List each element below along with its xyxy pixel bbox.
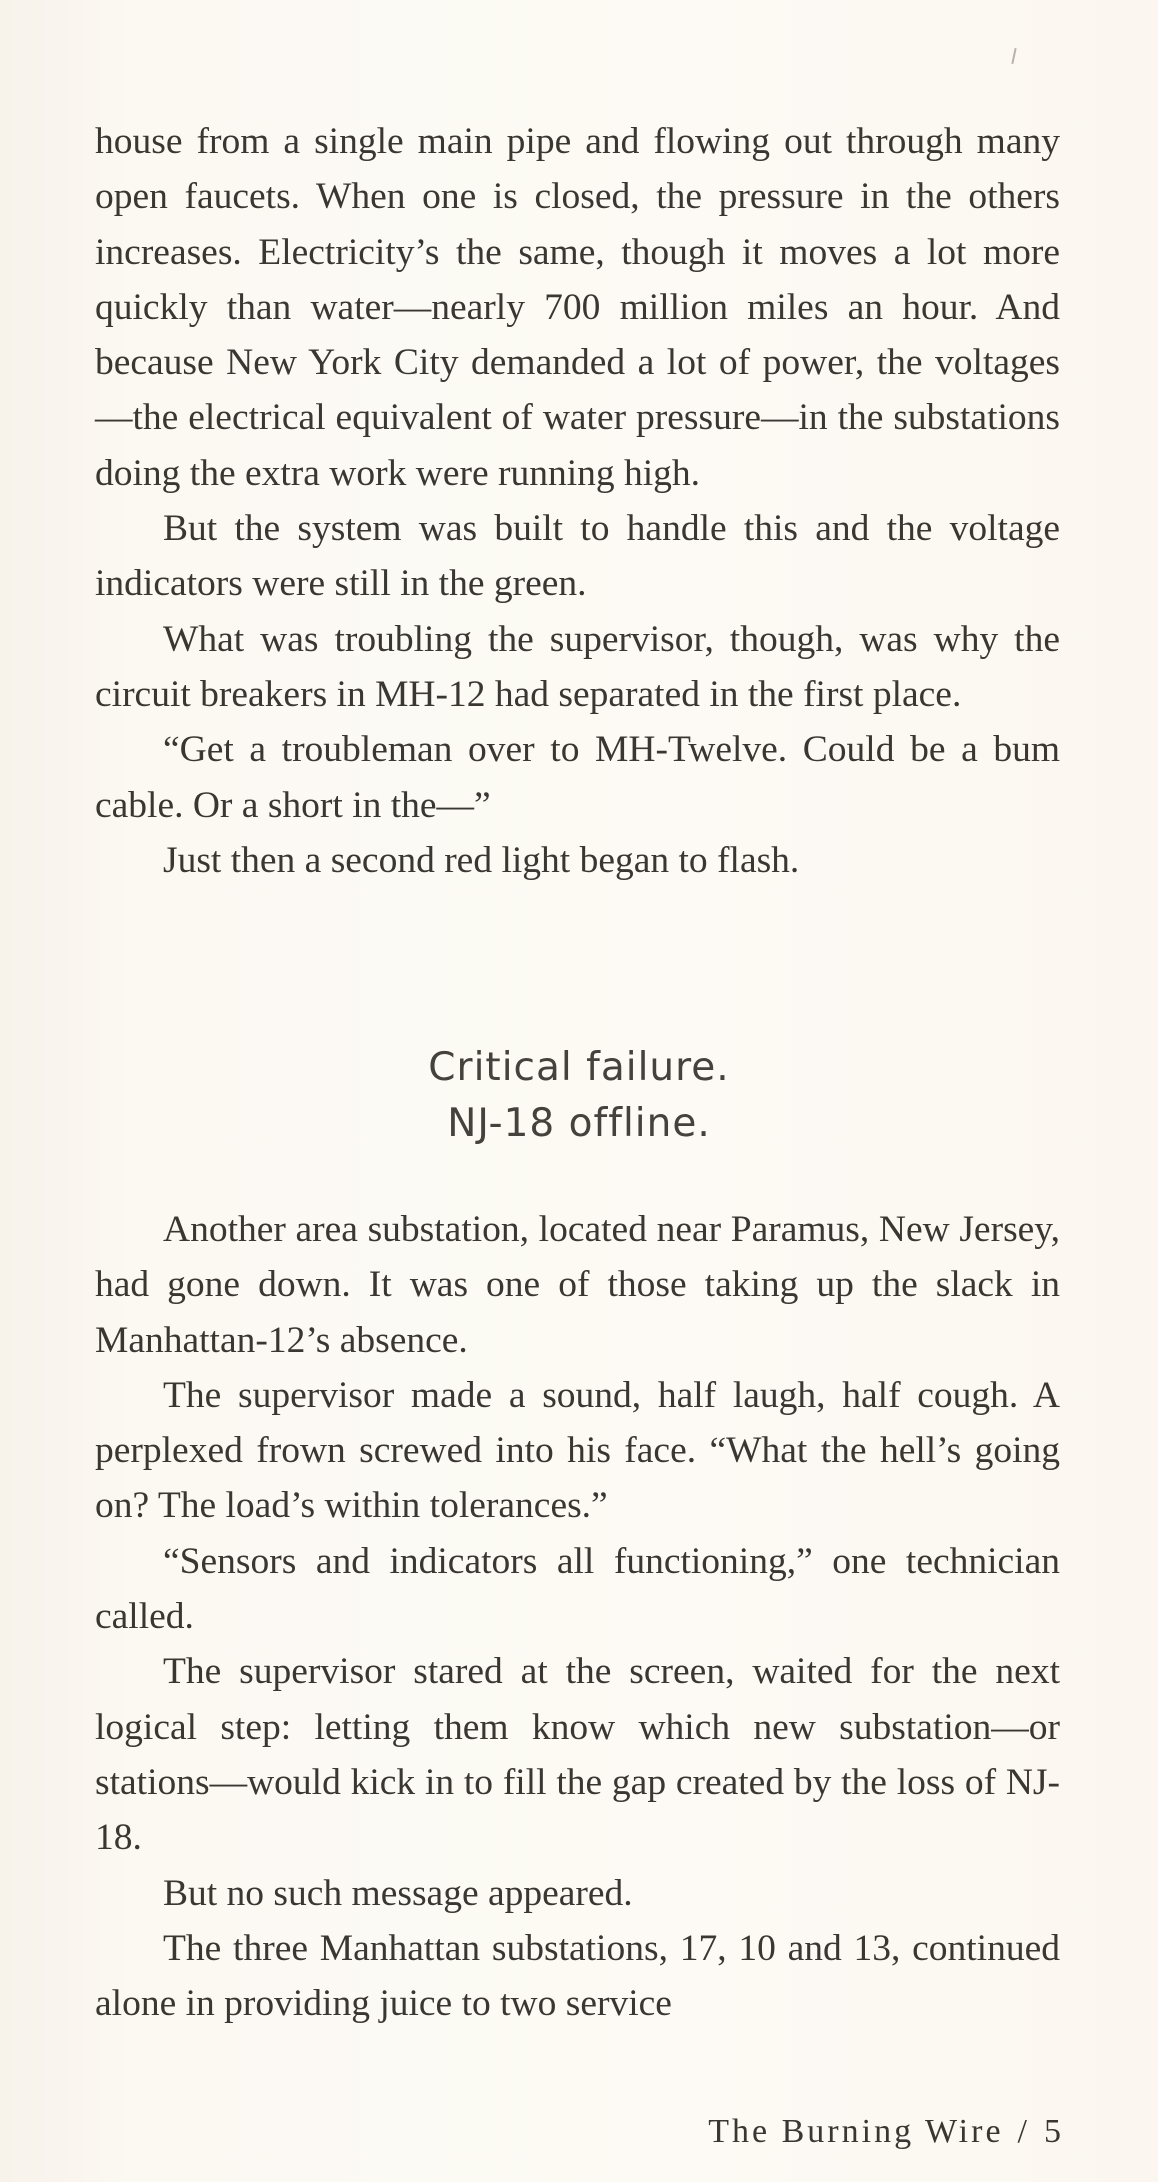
- paragraph: But no such message appeared.: [163, 1872, 633, 1914]
- page-corner-mark: [1011, 48, 1016, 64]
- paragraph: “Sensors and indicators all functioning,” one technician called.: [95, 1540, 1060, 1638]
- paragraph: The supervisor stared at the screen, waited for the next logical step: letting them know which new substation—or stations—would kick in to fill the gap created by the loss of NJ-18.: [95, 1651, 1060, 1859]
- book-title: The Burning Wire: [708, 2113, 1004, 2150]
- body-text-bottom: [95, 1202, 1060, 2031]
- paragraph: What was troubling the supervisor, though, was why the circuit breakers in MH-12 had separated in the first place.: [95, 618, 1060, 715]
- footer-separator: /: [1017, 2113, 1030, 2150]
- paragraph: The three Manhattan substations, 17, 10 and 13, continued alone in providing juice to two service: [95, 1927, 1060, 2025]
- alert-line-2: NJ-18 offline.: [447, 1101, 711, 1146]
- paragraph: Just then a second red light began to flash.: [163, 839, 800, 881]
- paragraph: Another area substation, located near Paramus, New Jersey, had gone down. It was one of those taking up the slack in Manhattan-12’s absence.: [95, 1209, 1060, 1361]
- paragraph: But the system was built to handle this and the voltage indicators were still in the green.: [95, 508, 1060, 605]
- paragraph-continuation: house from a single main pipe and flowing out through many open faucets. When one is closed, the pressure in the others increases. Electricity’s the same, though it moves a lot more quickly than water—nearly 700 million miles an hour. And because New York City demanded a lot of power, the voltages—the electrical equivalent of water pressure—in the substations doing the extra work were running high.: [95, 121, 1060, 494]
- paragraph: The supervisor made a sound, half laugh, half cough. A perplexed frown screwed into his face. “What the hell’s going on? The load’s within tolerances.”: [95, 1374, 1060, 1527]
- body-text-top: [95, 114, 1060, 888]
- running-footer: [708, 2110, 1064, 2154]
- paragraph: “Get a troubleman over to MH-Twelve. Could be a bum cable. Or a short in the—”: [95, 729, 1060, 826]
- page-number: 5: [1044, 2113, 1064, 2150]
- alert-message: [0, 1040, 1158, 1152]
- alert-line-1: Critical failure.: [428, 1045, 730, 1090]
